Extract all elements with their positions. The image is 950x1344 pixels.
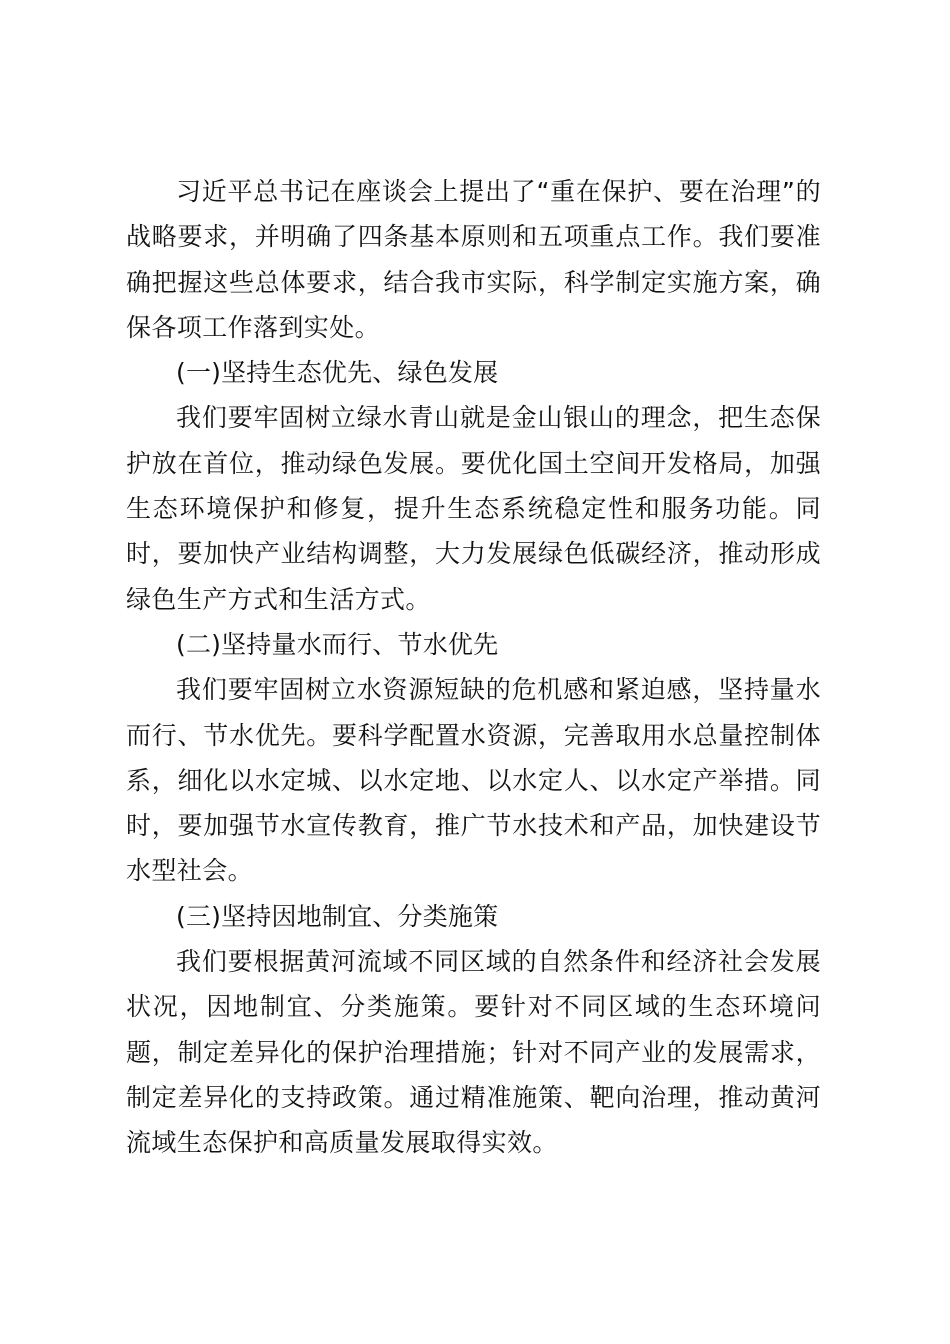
paragraph-section-2: 我们要牢固树立水资源短缺的危机感和紧迫感，坚持量水而行、节水优先。要科学配置水资源，完善取用水总量控制体系，细化以水定城、以水定地、以水定人、以水定产举措。同时，要加强节水宣传教育，推广节水技术和产品，加快建设节水型社会。 <box>126 675 821 886</box>
document-body <box>126 169 821 1166</box>
paragraph-section-3: 我们要根据黄河流域不同区域的自然条件和经济社会发展状况，因地制宜、分类施策。要针对不同区域的生态环境问题，制定差异化的保护治理措施；针对不同产业的发展需求，制定差异化的支持政策。通过精准施策、靶向治理，推动黄河流域生态保护和高质量发展取得实效。 <box>126 947 821 1158</box>
paragraph-intro: 习近平总书记在座谈会上提出了“重在保护、要在治理”的战略要求，并明确了四条基本原则和五项重点工作。我们要准确把握这些总体要求，结合我市实际，科学制定实施方案，确保各项工作落到实处。 <box>126 177 821 342</box>
section-heading-1: (一)坚持生态优先、绿色发展 <box>176 358 499 388</box>
paragraph-section-1: 我们要牢固树立绿水青山就是金山银山的理念，把生态保护放在首位，推动绿色发展。要优化国土空间开发格局，加强生态环境保护和修复，提升生态系统稳定性和服务功能。同时，要加快产业结构调整，大力发展绿色低碳经济，推动形成绿色生产方式和生活方式。 <box>126 403 821 614</box>
section-heading-3: (三)坚持因地制宜、分类施策 <box>176 901 499 931</box>
section-heading-2: (二)坚持量水而行、节水优先 <box>176 629 499 659</box>
